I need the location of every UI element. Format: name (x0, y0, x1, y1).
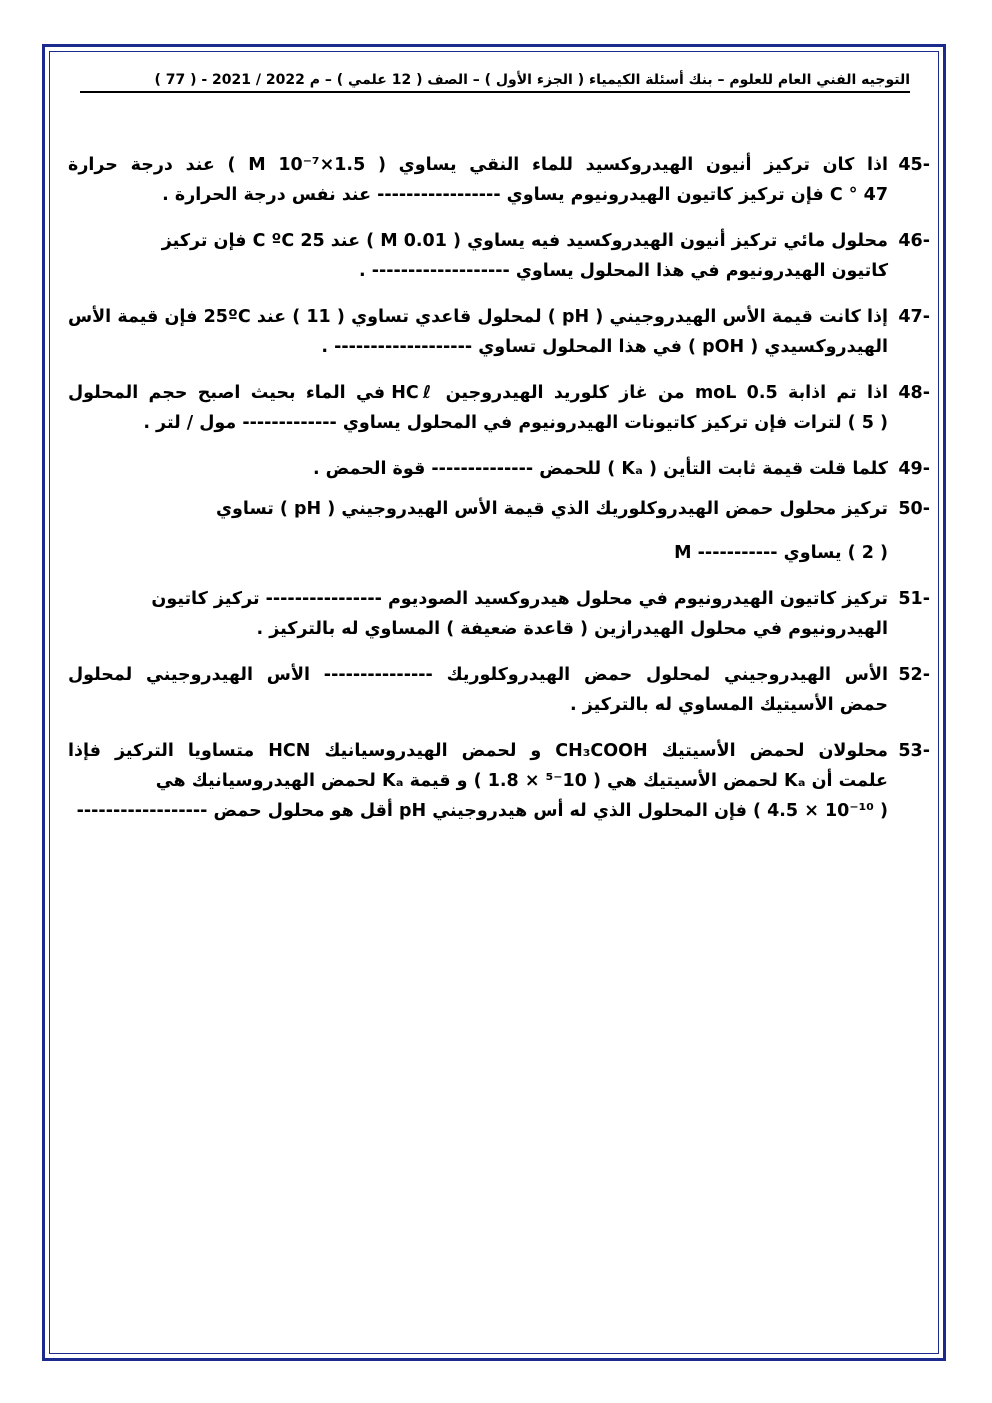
header-separator: - (201, 72, 208, 88)
question-number: 47- (898, 307, 930, 327)
question-51 (68, 584, 930, 644)
question-50 (68, 494, 930, 568)
question-line: محلولان لحمض الأسيتيك CH₃COOH و لحمض الهيدروسيانيك HCN متساويا التركيز فإذا (68, 741, 888, 761)
question-line: علمت أن Kₐ لحمض الأسيتيك هي ( 10⁻⁵ × 1.8 ) و قيمة Kₐ لحمض الهيدروسيانيك هي (155, 771, 888, 791)
question-line: حمض الأسيتيك المساوي له بالتركيز . (569, 695, 888, 715)
question-line: إذا كانت قيمة الأس الهيدروجيني ( pH ) لمحلول قاعدي تساوي ( 11 ) عند 25ºC فإن قيمة الأس (68, 307, 888, 327)
question-line: الأس الهيدروجيني لمحلول حمض الهيدروكلوريك --------------- الأس الهيدروجيني لمحلول (68, 665, 888, 685)
question-number: 49- (898, 459, 930, 479)
question-46 (68, 226, 930, 286)
question-line: ( 5 ) لترات فإن تركيز كاتيونات الهيدرونيوم في المحلول يساوي ------------- مول / لتر . (143, 413, 888, 433)
question-number: 50- (898, 499, 930, 519)
question-line: تركيز محلول حمض الهيدروكلوريك الذي قيمة الأس الهيدروجيني ( pH ) تساوي (215, 499, 888, 519)
question-45 (68, 150, 930, 210)
question-53 (68, 736, 930, 826)
question-number: 45- (898, 155, 930, 175)
question-line: الهيدروكسيدي ( pOH ) في هذا المحلول تساوي ------------------- . (321, 337, 888, 357)
question-line: C ° 47 فإن تركيز كاتيون الهيدرونيوم يساوي ----------------- عند نفس درجة الحرارة . (162, 185, 888, 205)
questions-list (68, 150, 930, 842)
question-line: اذا تم اذابة 0.5 moL من غاز كلوريد الهيدروجين HCℓ في الماء بحيث اصبح حجم المحلول (68, 383, 888, 403)
question-line: اذا كان تركيز أنيون الهيدروكسيد للماء النقي يساوي ( M 10⁻⁷×1.5 ) عند درجة حرارة (68, 155, 888, 175)
question-47 (68, 302, 930, 362)
header-year: 2021 / 2022 م (212, 72, 320, 88)
question-49 (68, 454, 930, 484)
question-48 (68, 378, 930, 438)
question-line: تركيز كاتيون الهيدرونيوم في محلول هيدروكسيد الصوديوم ---------------- تركيز كاتيون (151, 589, 888, 609)
question-number: 48- (898, 383, 930, 403)
question-52 (68, 660, 930, 720)
header-page-number: ( 77 ) (154, 72, 197, 88)
header-title: التوجيه الفني العام للعلوم – بنك أسئلة الكيمياء ( الجزء الأول ) – الصف ( 12 علمي ) – (324, 72, 910, 88)
question-line: ( 10⁻¹⁰ × 4.5 ) فإن المحلول الذي له أس هيدروجيني pH أقل هو محلول حمض ------------------ (76, 801, 888, 821)
question-line: ( 2 ) يساوي ----------- M (674, 543, 888, 563)
question-line: كاتيون الهيدرونيوم في هذا المحلول يساوي ------------------- . (359, 261, 888, 281)
question-line: كلما قلت قيمة ثابت التأين ( Kₐ ) للحمض -------------- قوة الحمض . (312, 459, 888, 479)
question-line: محلول مائي تركيز أنيون الهيدروكسيد فيه يساوي ( M 0.01 ) عند C ºC 25 فإن تركيز (161, 231, 888, 251)
question-line: الهيدرونيوم في محلول الهيدرازين ( قاعدة ضعيفة ) المساوي له بالتركيز . (256, 619, 888, 639)
question-number: 53- (898, 741, 930, 761)
question-number: 52- (898, 665, 930, 685)
question-number: 51- (898, 589, 930, 609)
question-number: 46- (898, 231, 930, 251)
page-header (80, 72, 910, 93)
